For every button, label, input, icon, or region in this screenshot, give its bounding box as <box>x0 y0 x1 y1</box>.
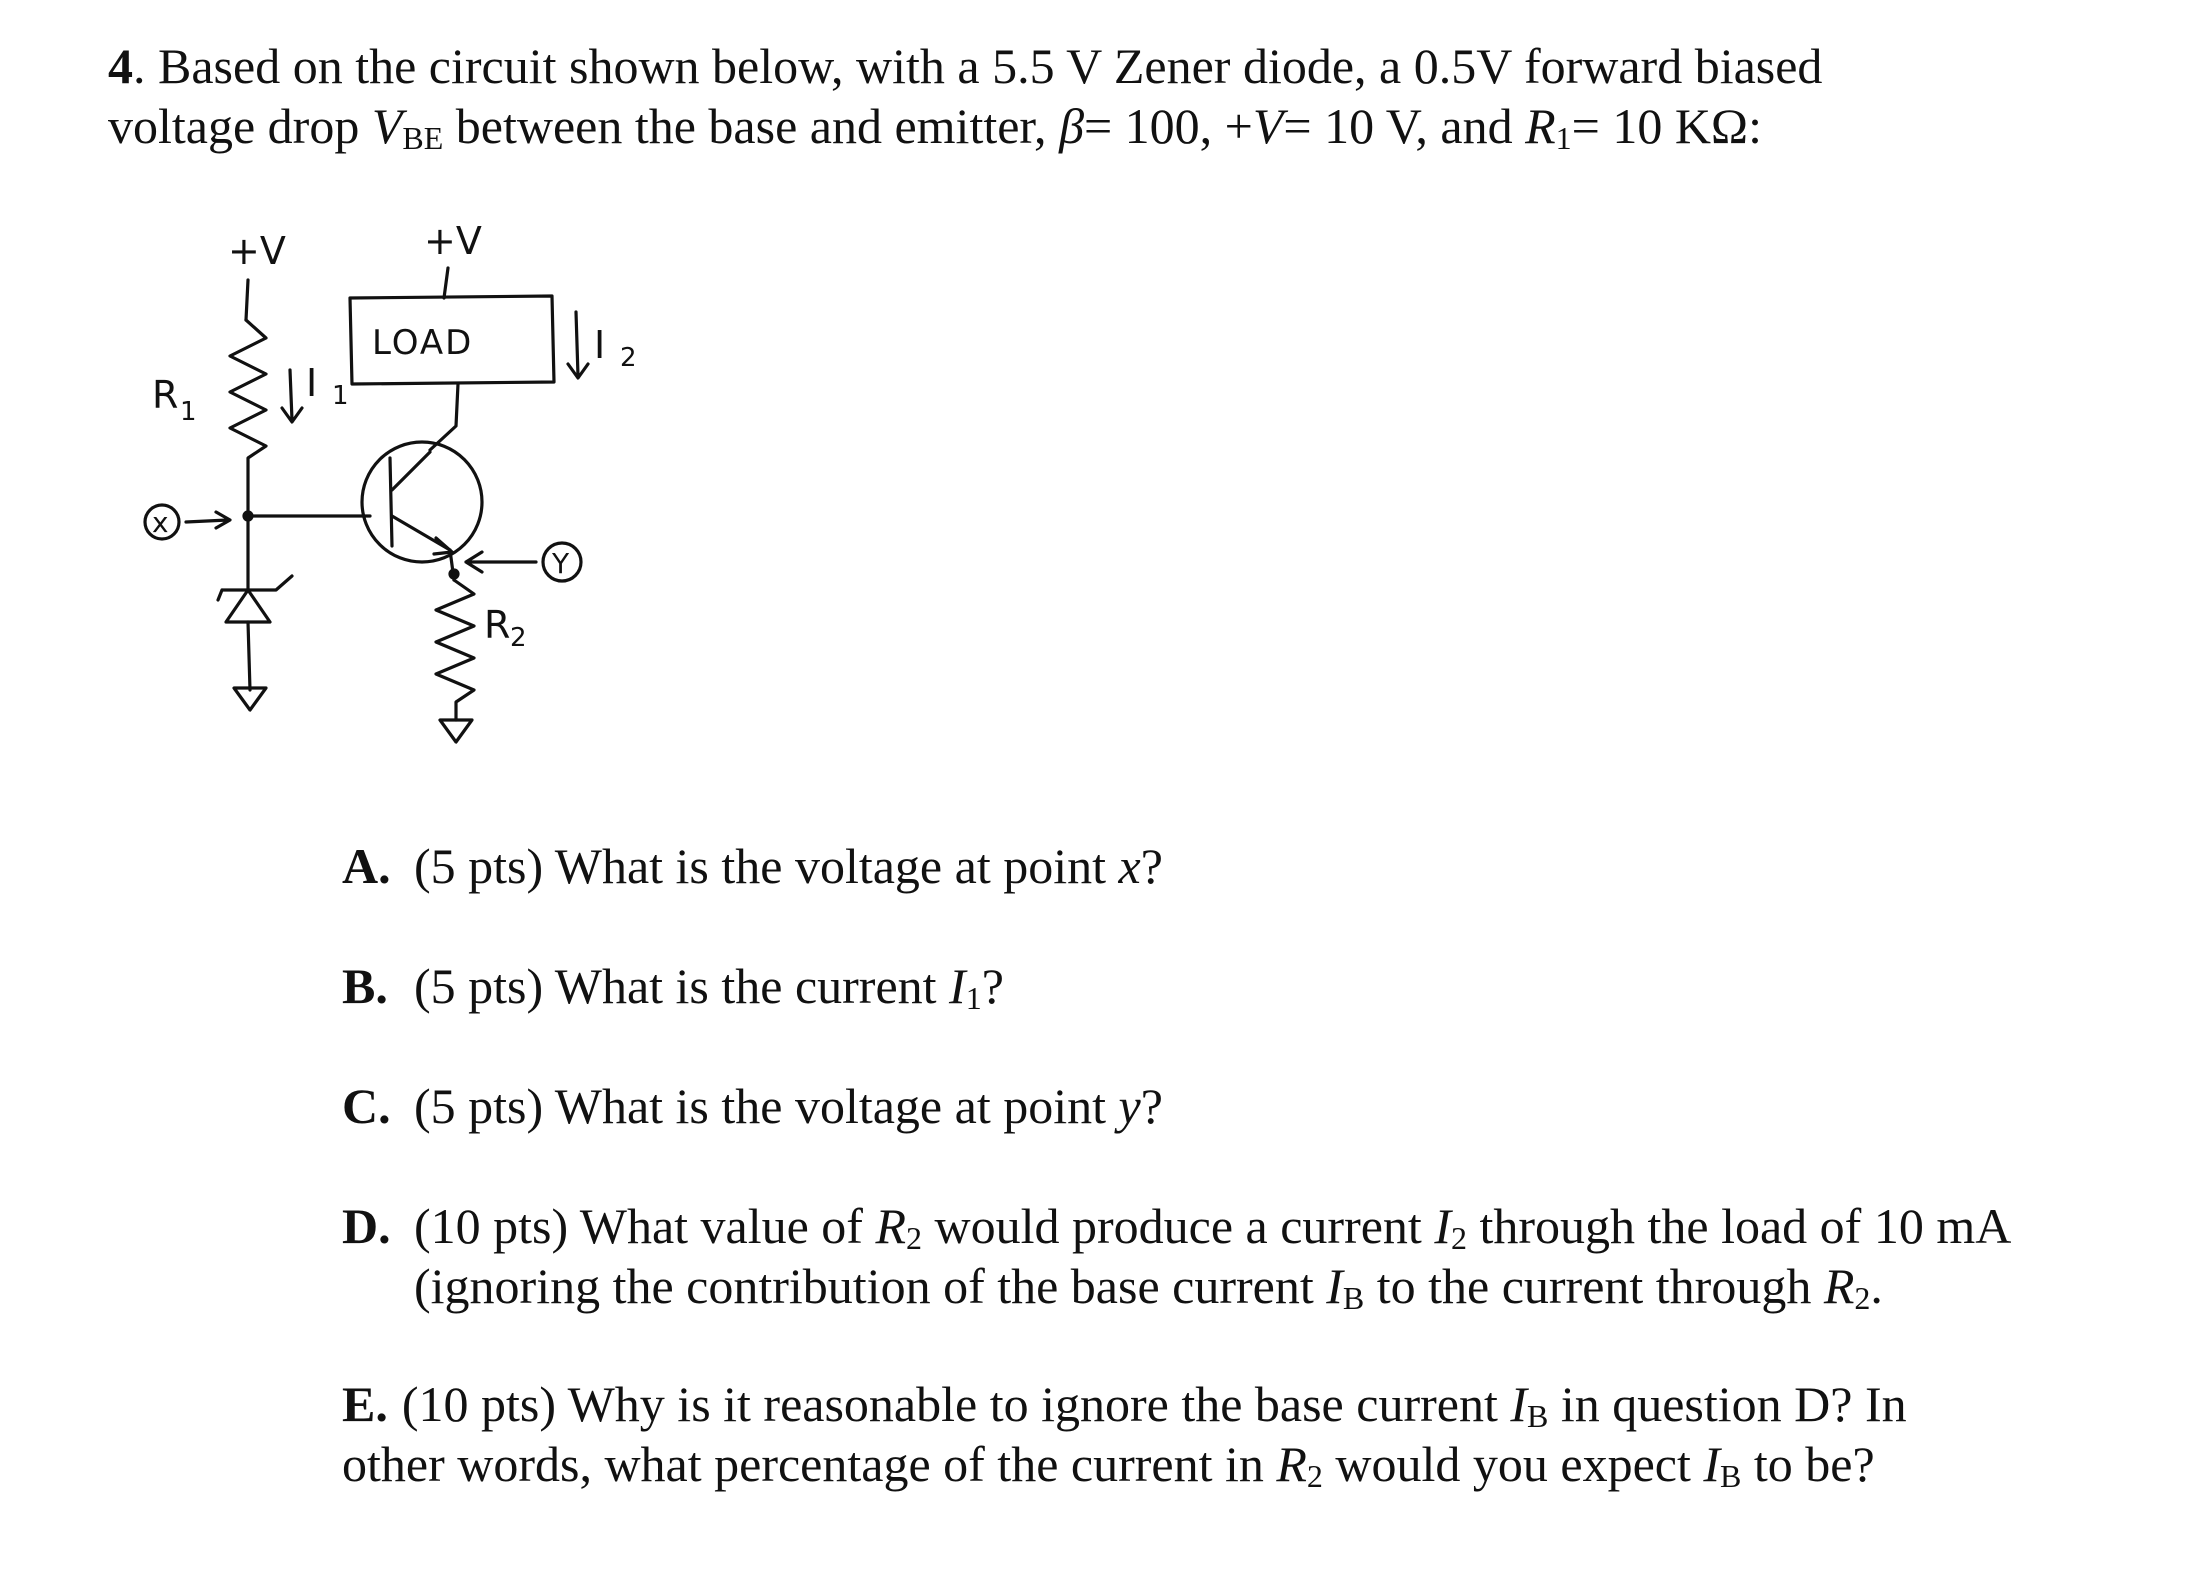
r1-label: R <box>152 373 179 417</box>
beta-symbol: β <box>1059 98 1084 154</box>
r1-label-sub: 1 <box>180 397 197 427</box>
problem-number: 4 <box>108 38 133 94</box>
point-x-label: x <box>152 506 169 539</box>
problem-line-1: 4. Based on the circuit shown below, with a 5.5 V Zener diode, a 0.5V forward biased <box>108 38 1823 94</box>
i2-label-sub: 2 <box>620 343 637 373</box>
r2-label-sub: 2 <box>510 623 527 653</box>
question-label: A. <box>342 838 391 894</box>
circuit-diagram <box>110 190 770 790</box>
i2-arrow <box>568 312 588 378</box>
left-supply-wire <box>246 280 248 320</box>
transistor-base-bar <box>390 458 392 546</box>
vbe-symbol: V <box>371 98 403 154</box>
i1-label-sub: 1 <box>332 381 349 411</box>
problem-statement <box>108 36 1822 156</box>
r1-resistor <box>230 320 266 514</box>
problem-line-2: voltage drop $V_{BE}$ between the base and emitter, β= 100, +V= 10 V, and $R_1= 10$ KΩ: <box>108 98 1762 156</box>
question-b: B. (5 pts) What is the current $I_1$? <box>342 958 1004 1016</box>
question-label: E. <box>342 1376 388 1432</box>
transistor-emitter <box>392 516 452 554</box>
collector-wire <box>430 384 458 450</box>
question-e <box>342 1374 1907 1494</box>
question-c: C. (5 pts) What is the voltage at point y? <box>342 1078 1163 1134</box>
load-label: LOAD <box>372 323 474 363</box>
point-y-label: Y <box>552 547 570 580</box>
zener-diode <box>218 576 292 622</box>
question-a: A. (5 pts) What is the voltage at point x? <box>342 838 1163 894</box>
i1-arrow <box>282 370 302 422</box>
question-label: C. <box>342 1078 391 1134</box>
question-label: D. <box>342 1198 391 1254</box>
question-d-line-2: (ignoring the contribution of the base current $I_B$ to the current through $R_2$. <box>414 1258 1883 1316</box>
question-e-line-1: E. (10 pts) Why is it reasonable to ignore the base current $I_B$ in question D? In <box>342 1376 1907 1434</box>
question-e-line-2: other words, what percentage of the current in $R_2$ would you expect $I_B$ to be? <box>342 1436 1875 1494</box>
right-supply-wire <box>444 268 448 298</box>
r2-label: R <box>484 603 511 647</box>
arrow-to-y <box>466 552 536 572</box>
right-ground-icon <box>440 720 472 742</box>
i1-label: I <box>306 361 318 405</box>
question-d-line-1: (10 pts) What value of $R_2$ would produce a current $I_2$ through the load of 10 mA <box>414 1198 2012 1256</box>
arrow-to-x <box>186 512 230 528</box>
question-d <box>342 1196 2011 1316</box>
question-label: B. <box>342 958 388 1014</box>
supply-right-label: +V <box>424 219 482 263</box>
node-y-junction <box>450 570 458 578</box>
supply-left-label: +V <box>228 229 286 273</box>
r2-resistor <box>436 580 474 720</box>
i2-label: I <box>594 323 606 367</box>
